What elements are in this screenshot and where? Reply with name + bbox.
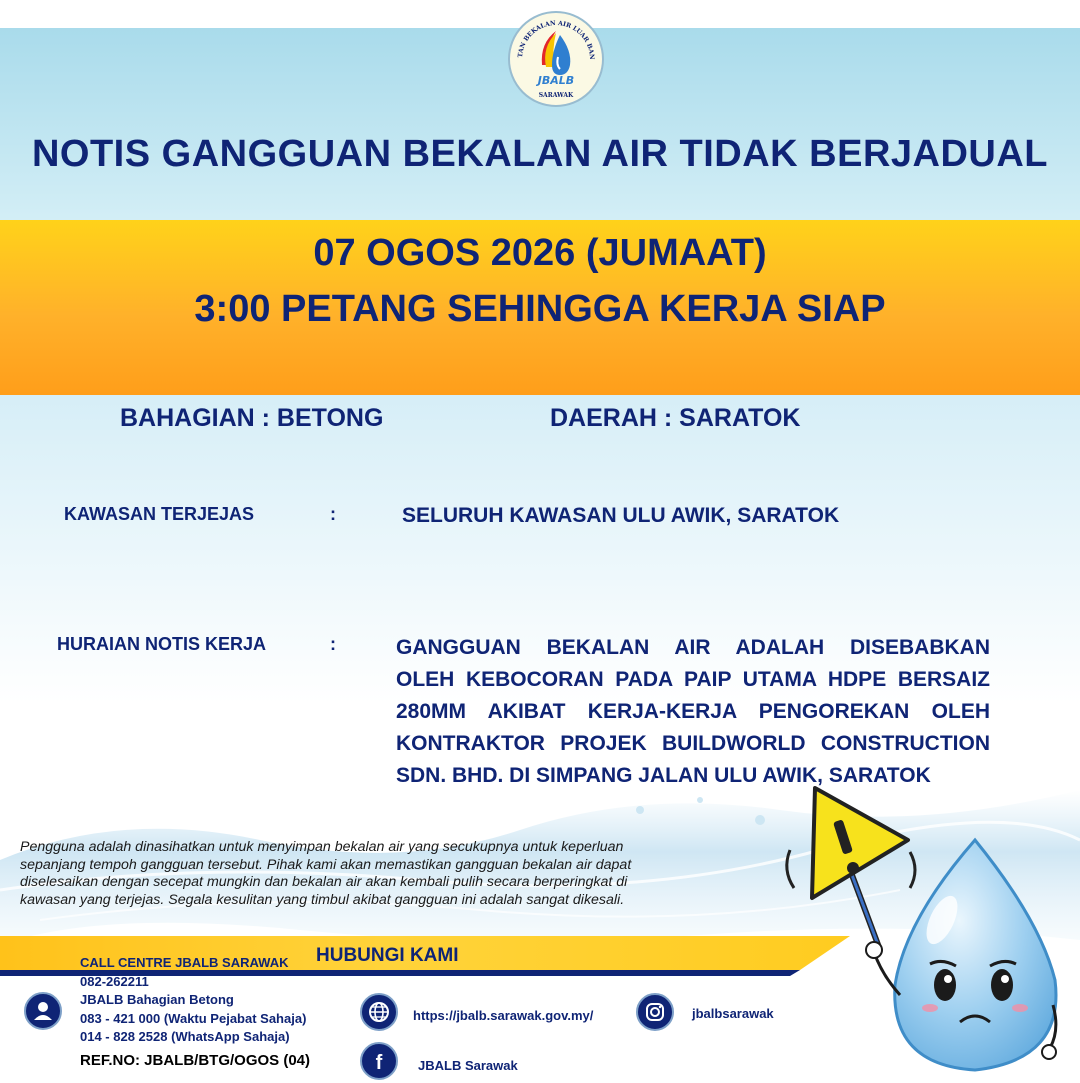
globe-icon[interactable] — [360, 993, 398, 1031]
work-description-text — [396, 632, 990, 792]
office-phone-1: 083 - 421 000 (Waktu Pejabat Sahaja) — [80, 1011, 307, 1026]
advisory-line: sepanjang tempoh gangguan tersebut. Pihak kami akan memastikan gangguan bekalan air dapat — [20, 856, 632, 873]
advisory-line: diselesaikan dengan secepat mungkin dan bekalan air akan kembali pulih secara berperingkat di — [20, 874, 628, 890]
jbalb-logo — [508, 11, 604, 107]
advisory-text — [20, 839, 760, 909]
logo-region: SARAWAK — [538, 92, 574, 99]
office-name: JBALB Bahagian Betong — [80, 992, 234, 1007]
logo-name: JBALB — [537, 74, 575, 87]
call-centre-phone: 082-262211 — [80, 974, 149, 989]
work-description-line: 280MM AKIBAT KERJA-KERJA PENGOREKAN OLEH — [396, 700, 990, 723]
work-description-colon: : — [330, 634, 336, 654]
contact-us-heading: HUBUNGI KAMI — [316, 945, 459, 966]
work-description-line: GANGGUAN BEKALAN AIR ADALAH DISEBABKAN — [396, 636, 990, 659]
water-drop-mascot — [770, 780, 1080, 1080]
instagram-icon[interactable] — [636, 993, 674, 1031]
bahagian-label: BAHAGIAN : BETONG — [120, 404, 384, 432]
notice-time: 3:00 PETANG SEHINGGA KERJA SIAP — [194, 288, 886, 330]
office-phone-2: 014 - 828 2528 (WhatsApp Sahaja) — [80, 1029, 290, 1044]
reference-number: REF.NO: JBALB/BTG/OGOS (04) — [80, 1052, 311, 1069]
daerah-label: DAERAH : SARATOK — [550, 404, 801, 432]
call-centre-label: CALL CENTRE JBALB SARAWAK — [80, 955, 289, 970]
logo-arc-text: TAN BEKALAN AIR LUAR BAN — [516, 19, 596, 60]
notice-date: 07 OGOS 2026 (JUMAAT) — [313, 232, 767, 274]
work-description-line: KONTRAKTOR PROJEK BUILDWORLD CONSTRUCTION — [396, 732, 990, 755]
affected-area-value: SELURUH KAWASAN ULU AWIK, SARATOK — [402, 504, 840, 527]
notice-title: NOTIS GANGGUAN BEKALAN AIR TIDAK BERJADUAL — [31, 133, 1049, 175]
work-description-line: SDN. BHD. DI SIMPANG JALAN ULU AWIK, SARATOK — [396, 764, 931, 787]
work-description-line: OLEH KEBOCORAN PADA PAIP UTAMA HDPE BERSAIZ — [396, 668, 990, 691]
warning-sign-icon — [787, 788, 915, 898]
advisory-line: kawasan yang terjejas. Segala kesulitan yang timbul akibat gangguan ini adalah sangat dikesali. — [20, 891, 625, 908]
person-icon — [24, 992, 62, 1030]
facebook-page[interactable]: JBALB Sarawak — [418, 1058, 518, 1073]
advisory-line: Pengguna adalah dinasihatkan untuk menyimpan bekalan air yang secukupnya untuk keperluan — [20, 839, 624, 855]
svg-text:f: f — [375, 1052, 383, 1074]
website-link[interactable]: https://jbalb.sarawak.gov.my/ — [413, 1008, 594, 1023]
affected-area-colon: : — [330, 504, 336, 524]
affected-area-label: KAWASAN TERJEJAS — [64, 504, 255, 524]
facebook-icon[interactable] — [360, 1042, 398, 1080]
work-description-label: HURAIAN NOTIS KERJA — [57, 634, 267, 654]
instagram-handle[interactable]: jbalbsarawak — [692, 1006, 774, 1021]
